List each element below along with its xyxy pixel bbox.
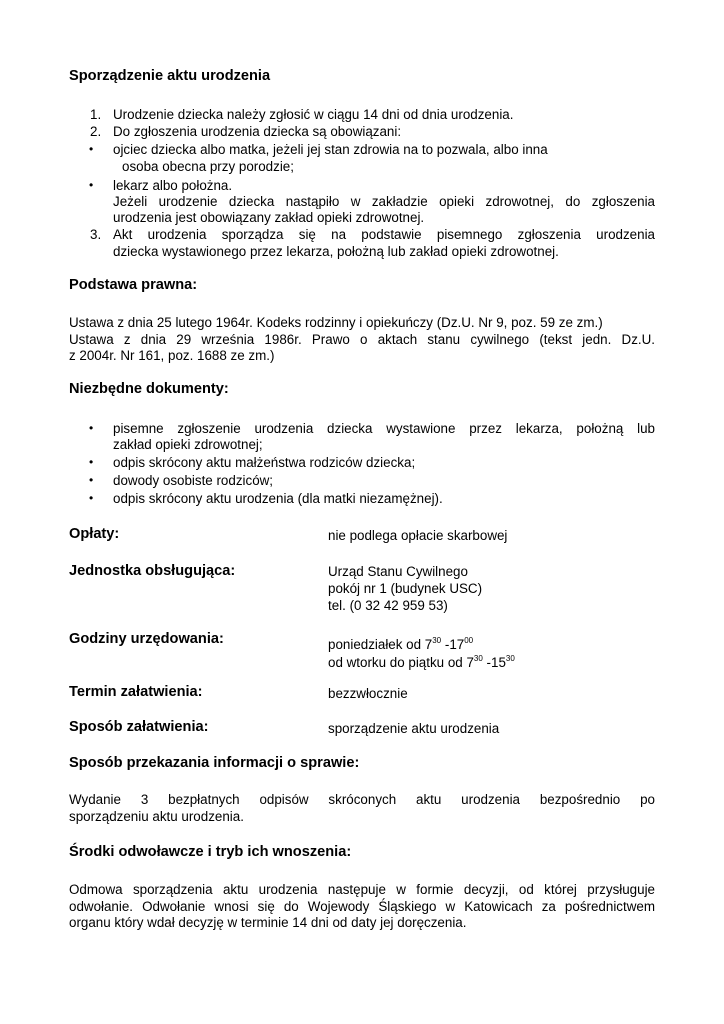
document-item: dowody osobiste rodziców; (113, 473, 274, 488)
deadline-value: bezzwłocznie (328, 686, 408, 701)
step-number: 1. (90, 107, 102, 122)
hours-tue-fri: od wtorku do piątku od $7^{30}$ $-15^{30}$ (328, 654, 515, 670)
bullet: • (89, 178, 94, 192)
step-subitem-text: osoba obecna przy porodzie; (122, 159, 294, 174)
bullet: • (89, 421, 94, 435)
step-text: Akt urodzenia sporządza się na podstawie pisemnego zgłoszenia urodzenia (113, 227, 655, 242)
method-label: Sposób załatwienia: (69, 719, 209, 735)
info-text: Wydanie 3 bezpłatnych odpisów skróconych aktu urodzenia bezpośrednio po (69, 792, 655, 807)
document-item: odpis skrócony aktu małżeństwa rodziców dziecka; (113, 455, 416, 470)
deadline-label: Termin załatwienia: (69, 684, 203, 700)
bullet: • (89, 473, 94, 487)
legal-basis-heading: Podstawa prawna: (69, 277, 198, 293)
unit-office: Urząd Stanu Cywilnego (328, 564, 468, 579)
hours-label: Godziny urzędowania: (69, 631, 224, 647)
info-heading: Sposób przekazania informacji o sprawie: (69, 755, 360, 771)
legal-text: z 2004r. Nr 161, poz. 1688 ze zm.) (69, 348, 275, 363)
step-subitem-text: ojciec dziecka albo matka, jeżeli jej stan zdrowia na to pozwala, albo inna (113, 142, 548, 157)
step-subitem-text: urodzenia jest obowiązany zakład opieki zdrowotnej. (113, 210, 425, 225)
bullet: • (89, 142, 94, 156)
legal-text: Ustawa z dnia 29 września 1986r. Prawo o aktach stanu cywilnego (tekst jedn. Dz.U. (69, 332, 655, 347)
bullet: • (89, 491, 94, 505)
step-text: Do zgłoszenia urodzenia dziecka są obowiązani: (113, 124, 402, 139)
bullet: • (89, 455, 94, 469)
step-subitem-text: lekarz albo położna. (113, 178, 233, 193)
method-value: sporządzenie aktu urodzenia (328, 721, 500, 736)
hours-monday: poniedziałek od $7^{30}$ $-17^{00}$ (328, 636, 474, 652)
fees-value: nie podlega opłacie skarbowej (328, 528, 508, 543)
step-number: 3. (90, 227, 102, 242)
appeal-text: odwołanie. Odwołanie wnosi się do Wojewody Śląskiego w Katowicach za pośrednictwem (69, 899, 655, 914)
page-title: Sporządzenie aktu urodzenia (69, 68, 271, 84)
appeal-heading: Środki odwoławcze i tryb ich wnoszenia: (69, 844, 352, 860)
document-item: pisemne zgłoszenie urodzenia dziecka wystawione przez lekarza, położną lub (113, 421, 655, 436)
step-number: 2. (90, 124, 102, 139)
step-text: Urodzenie dziecka należy zgłosić w ciągu 14 dni od dnia urodzenia. (113, 107, 514, 122)
document-item: zakład opieki zdrowotnej; (113, 437, 263, 452)
info-text: sporządzeniu aktu urodzenia. (69, 809, 244, 824)
legal-text: Ustawa z dnia 25 lutego 1964r. Kodeks rodzinny i opiekuńczy (Dz.U. Nr 9, poz. 59 ze zm.) (69, 315, 603, 330)
step-text: dziecka wystawionego przez lekarza, położną lub zakład opieki zdrowotnej. (113, 244, 559, 259)
unit-room: pokój nr 1 (budynek USC) (328, 581, 483, 596)
appeal-text: organu który wdał decyzję w terminie 14 dni od daty jej doręczenia. (69, 915, 467, 930)
fees-label: Opłaty: (69, 526, 120, 542)
step-subitem-text: Jeżeli urodzenie dziecka nastąpiło w zakładzie opieki zdrowotnej, do zgłoszenia (113, 194, 655, 209)
unit-phone: tel. (0 32 42 959 53) (328, 598, 448, 613)
appeal-text: Odmowa sporządzenia aktu urodzenia następuje w formie decyzji, od której przysługuje (69, 882, 655, 897)
unit-label: Jednostka obsługująca: (69, 563, 236, 579)
document-item: odpis skrócony aktu urodzenia (dla matki niezamężnej). (113, 491, 443, 506)
documents-heading: Niezbędne dokumenty: (69, 381, 229, 397)
